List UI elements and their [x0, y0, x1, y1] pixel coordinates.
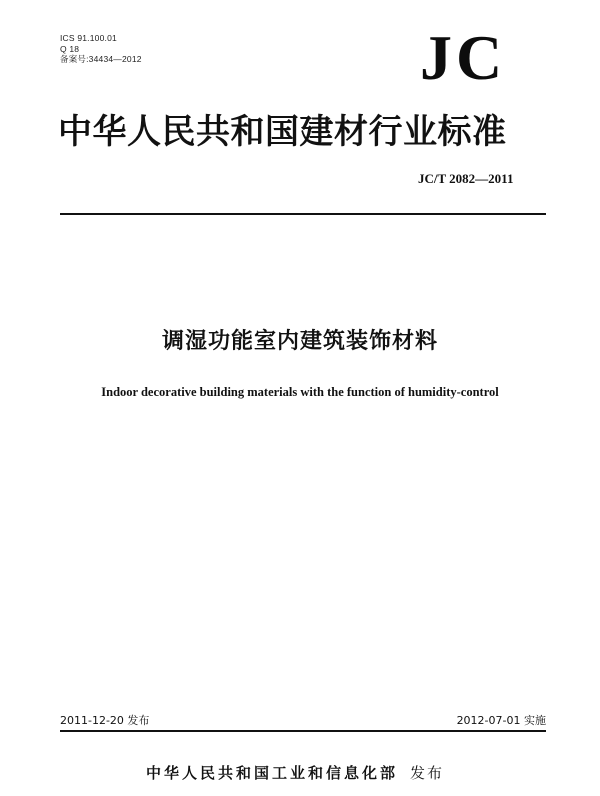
- implementation-date: 2012-07-01 实施: [456, 714, 546, 727]
- issuer-organization: 中华人民共和国工业和信息化部: [146, 764, 399, 782]
- standard-category-title: 中华人民共和国建材行业标准: [58, 112, 507, 152]
- bottom-divider: [60, 730, 546, 732]
- issuing-authority: [146, 763, 444, 783]
- issuer-action: 发布: [410, 764, 445, 782]
- classification-block: [60, 33, 142, 65]
- record-number: 备案号:34434—2012: [60, 54, 142, 64]
- top-divider: [60, 213, 546, 215]
- document-title-chinese: 调湿功能室内建筑装饰材料: [161, 329, 438, 354]
- standard-code: JC/T 2082—2011: [418, 171, 514, 186]
- document-title-english: Indoor decorative building materials with the function of humidity-control: [101, 385, 499, 399]
- jc-logo: JC: [420, 22, 507, 93]
- ics-code: ICS 91.100.01: [60, 33, 117, 43]
- ccs-code: Q 18: [60, 43, 80, 54]
- issue-date: 2011-12-20 发布: [60, 714, 150, 727]
